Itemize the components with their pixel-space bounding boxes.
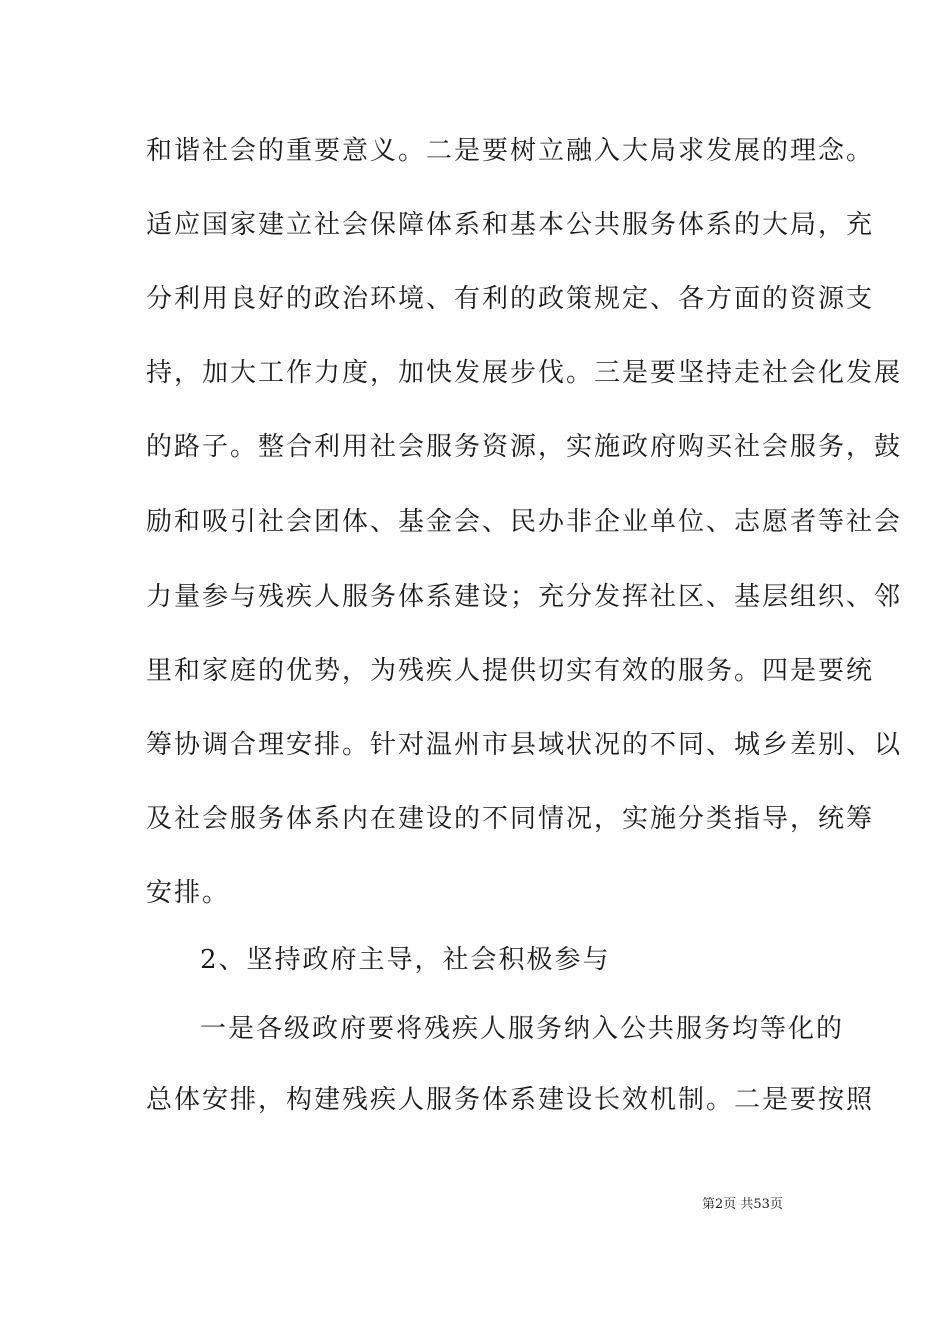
- section-heading: 2、坚持政府主导，社会积极参与: [200, 945, 611, 975]
- body-text-line-9: 筹协调合理安排。针对温州市县域状况的不同、城乡差别、以: [146, 730, 903, 760]
- body-text-line-2: 适应国家建立社会保障体系和基本公共服务体系的大局，充: [146, 210, 875, 240]
- body-text-line-8: 里和家庭的优势，为残疾人提供切实有效的服务。四是要统: [146, 656, 875, 686]
- body-text-line-6: 励和吸引社会团体、基金会、民办非企业单位、志愿者等社会: [146, 507, 903, 537]
- paragraph-2-line-1: 一是各级政府要将残疾人服务纳入公共服务均等化的: [200, 1014, 845, 1044]
- body-text-line-10: 及社会服务体系内在建设的不同情况，实施分类指导，统筹: [146, 804, 875, 834]
- page-number-footer: 第2页 共53页: [702, 1197, 783, 1212]
- body-text-line-11: 安排。: [146, 878, 231, 908]
- body-text-line-1: 和谐社会的重要意义。二是要树立融入大局求发展的理念。: [146, 136, 875, 166]
- body-text-line-7: 力量参与残疾人服务体系建设；充分发挥社区、基层组织、邻: [146, 582, 903, 612]
- body-text-line-4: 持，加大工作力度，加快发展步伐。三是要坚持走社会化发展: [146, 358, 903, 388]
- paragraph-2-line-2: 总体安排，构建残疾人服务体系建设长效机制。二是要按照: [146, 1085, 875, 1115]
- body-text-line-3: 分利用良好的政治环境、有利的政策规定、各方面的资源支: [146, 284, 875, 314]
- body-text-line-5: 的路子。整合利用社会服务资源，实施政府购买社会服务，鼓: [146, 432, 903, 462]
